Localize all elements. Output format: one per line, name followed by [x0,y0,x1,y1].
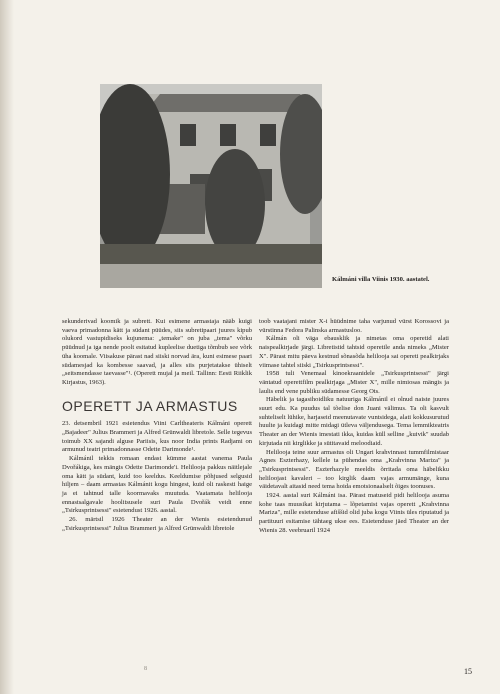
villa-photo [100,84,322,288]
footer-mark: 8 [144,666,147,672]
page-number: 15 [464,667,472,676]
paragraph: sekunderivad koomik ja subrett. Kui esimene armastaja nääb kuigi vaeva primadonna kätt ja südant püüdes, siis subretipaari juures kipub olukord vastupidiseks kujunema: „temake" on juba „tema" võrku püüdnud ja iga nende poolt esitatud kupleelise duetiga tõmbub see võrk üha koomale. Viisakuse pärast nad siiski norvad ära, kuni esimese paari südamesjad ka kombesse saavad, ja alles siis purjetatakse ühiselt „seitsmendasse taevasse"¹. (Operett mujal ja meil. Tallinn: Eesti Riiklik Kirjastus, 1963). [62,318,252,386]
photo-caption: Kálmáni villa Viinis 1930. aastatel. [332,276,430,283]
paragraph: Häbelik ja tagasihoidliku natuuriga Kálmánil ei olnud naiste juures suurt edu. Ka puudus tal tõelise don Juani välimus. Ta oli kasvult suhteliselt lühike, harjaseid meenutavate vuntsidega, alati kokkusurutud huulte ja kuidagi mitte midagi ütleva väljendusega. Tema lemmikteatris Theater an der Wienis imestati ikka, kuidas küll selline „kuivik" suudab kirjutada nii kirglikke ja sütitavaid meloodiaid. [259,396,449,447]
paragraph: 23. detsembril 1921 esietendus Viini Carltheateris Kálmáni operett „Bajadeer" Julius Brammeri ja Alfred Grünwaldi libretole. Selle tegevus toimub XX sajandi alguse Pariisis, kus noor India prints Radjami on armunud teatri primadonnasse Odette Darimonde¹. [62,420,252,454]
paragraph: Kálmán oli väga ebausklik ja nimetas oma operetid alati naispealkirjade järgi. Libretistid tahtsid operetile anda nimeks „Mister X". Pärast mitu päeva kestnud sõnasõda helilooja sai opereti pealkirjaks viimase tahtel siiski „Tsirkusprintsessi". [259,335,449,369]
paragraph: Kálmánil tekkis romaan endast kümme aastat vanema Paula Dvořákiga, kes mängis Odette Darimonde'i. Helilooja pakkus näitlejale oma kätt ja südant, kuid too keeldus. Keeldumise põhjused selgusid hiljem – daam armastas Kálmánit kogu hingest, kuid oli raskesti haige ja ei tahtnud talle koormavaks muutuda. Vaatamata helilooja ennastsalgavale hoolitsusele suri Paula Dvořák veidi enne „Tsirkusprintsessi" esietendust 1926. aastal. [62,455,252,515]
page-gutter-shadow [0,0,14,694]
paragraph: Helilooja teine suur armastus oli Ungari krahvinnast tummfilmistaar Agnes Eszterhazy, kellele ta pühendas oma „Krahvinna Mariza" ja „Tsirkusprintsessi". Eszterhazyle meeldis õrritada oma häbelikku heliloojast kavaleri – too kirglik daam vajas armumänge, kuna väidetavalt aitasid need tema hoida emotsionaalselt õiges toonuses. [259,448,449,491]
paragraph: 1924. aastal suri Kálmáni isa. Pärast matuseid pidi helilooja asuma kohe taas muusikat kirjutama – lõpetamist vajas operett „Krahvinna Mariza", mille esietenduse afiššid olid juba kogu Viinis üles riputatud ja partituuri esitamise tähtaeg ukse ees. Esietenduse jäed Theater an der Wienis 28. veebruaril 1924 [259,492,449,534]
paragraph: 26. märtsil 1926 Theater an der Wienis esietendunud „Tsirkusprintsessi" Julius Brammeri ja Alfred Grünwaldi libretole [62,516,252,532]
paragraph: 1958 tuli Venemaal kinoekraanidele „Tsirkusprintsessi" järgi väntatud operettfilm pealkirjaga „Mister X", mille nimiosas mängis ja laulis end vene publiku südamesse Georg Ots. [259,370,449,395]
villa-photo-image [100,84,322,288]
right-column [259,318,449,536]
left-column [62,318,252,533]
section-title: OPERETT JA ARMASTUS [62,397,238,414]
paragraph: toob vaatajani mister X-i hüüdnime taha varjunud vürst Korossovi ja vürstinna Fedora Palinska armastusloo. [259,318,449,334]
